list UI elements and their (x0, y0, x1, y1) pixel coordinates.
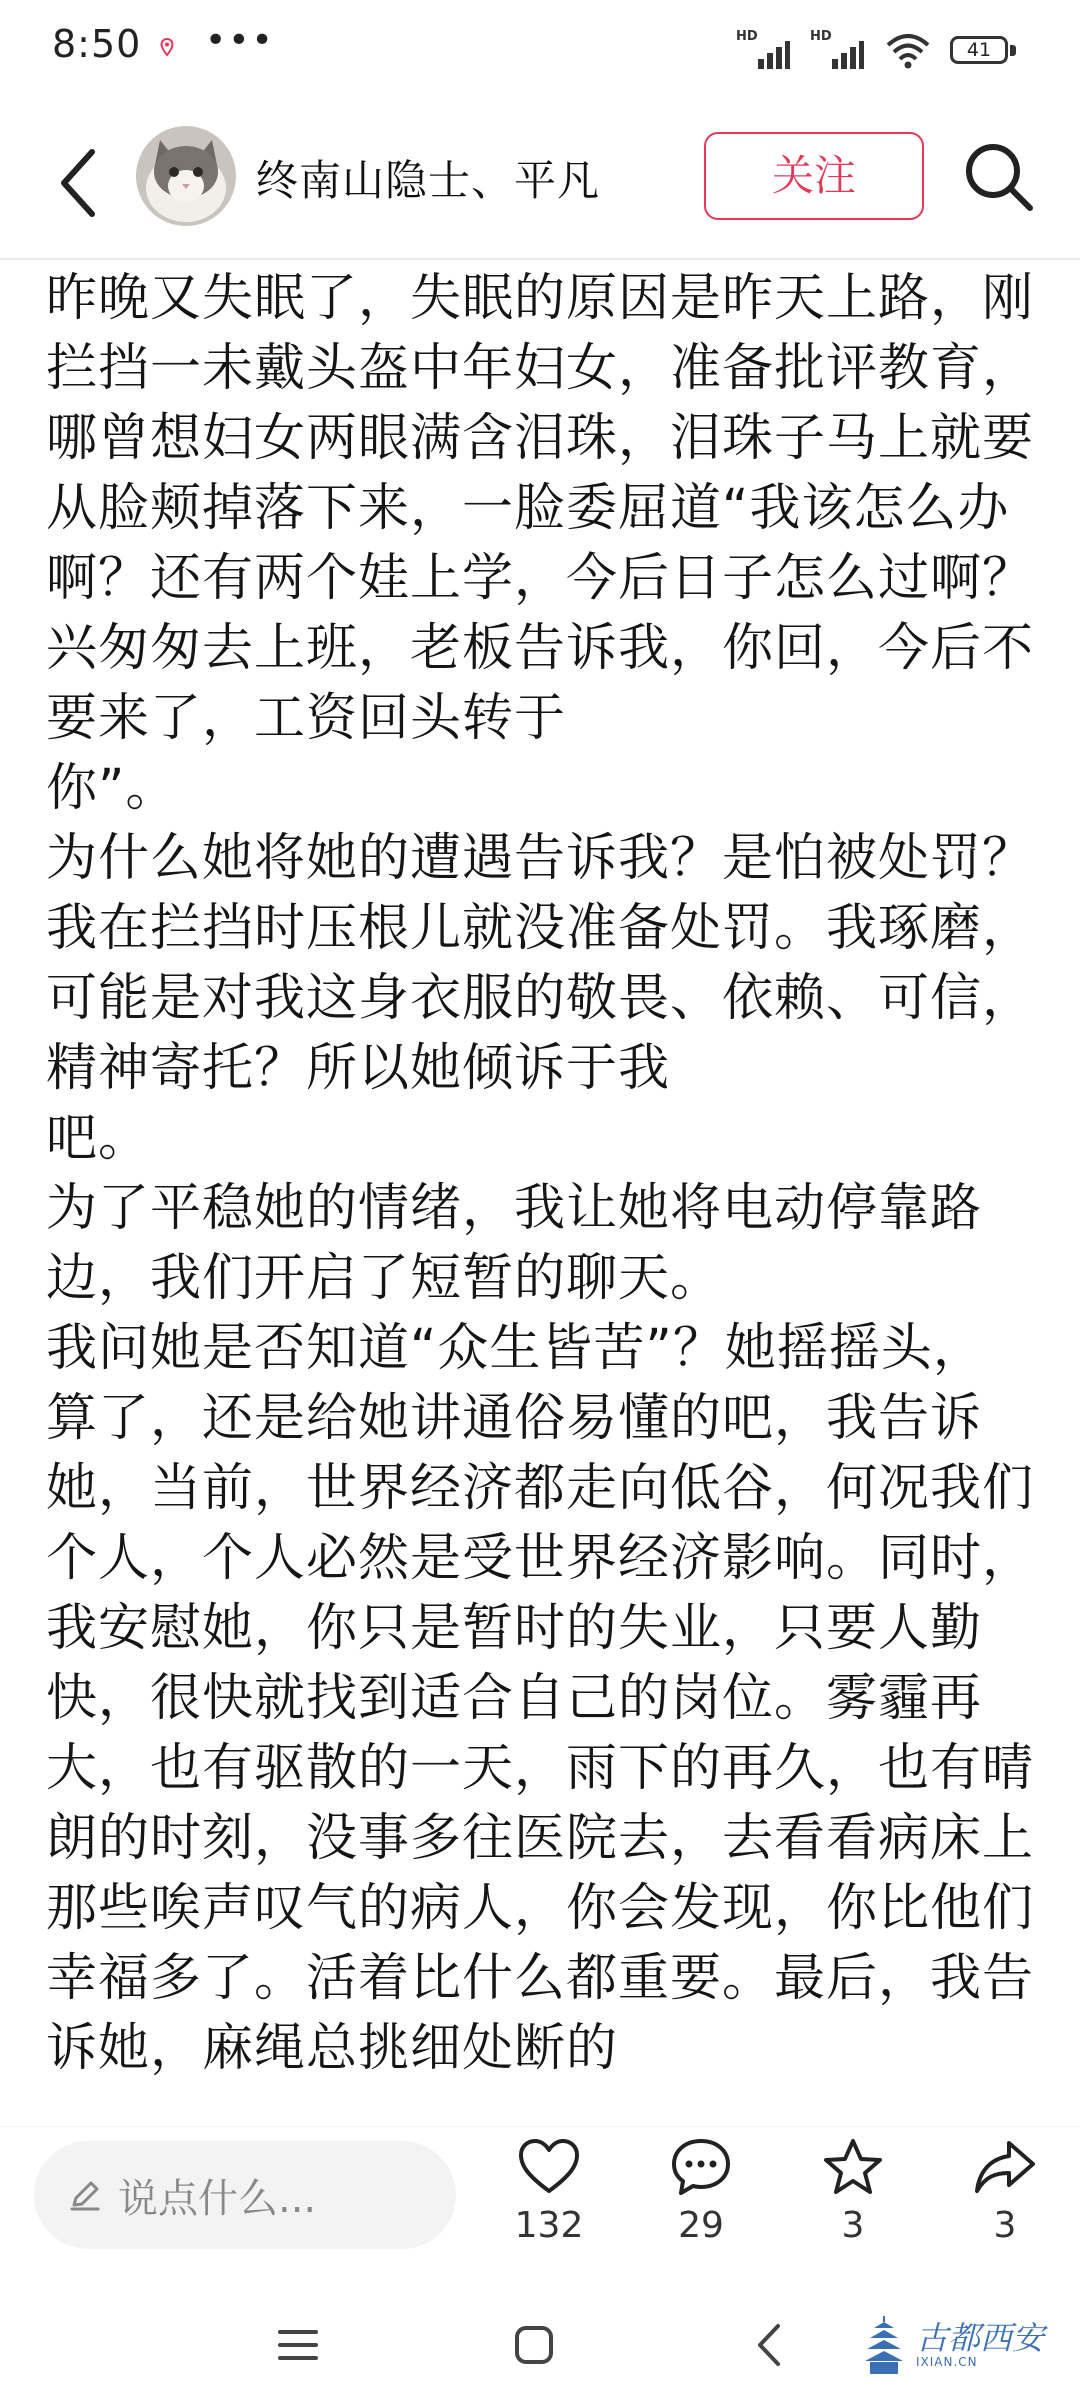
article-paragraph: 为什么她将她的遭遇告诉我？是怕被处罚？我在拦挡时压根儿就没准备处罚。我琢磨，可能是对我这身衣服的敬畏、依赖、可信，精神寄托？所以她倾诉于我 吧。 (46, 829, 1035, 1168)
search-icon[interactable] (960, 138, 1038, 216)
header-divider (0, 258, 1080, 260)
comment-placeholder: 说点什么... (118, 2175, 317, 2222)
home-icon[interactable] (494, 2310, 574, 2380)
battery-level: 41 (950, 36, 1008, 64)
like-button[interactable] (494, 2137, 604, 2246)
more-notifications-icon: ••• (205, 20, 275, 61)
author-name[interactable]: 终南山隐士、平凡 (256, 156, 601, 205)
nav-back-icon[interactable] (730, 2310, 810, 2380)
comment-button[interactable] (646, 2137, 756, 2246)
system-nav-bar (0, 2290, 1080, 2400)
battery-icon (950, 34, 1020, 68)
location-icon (160, 38, 174, 56)
comment-count: 29 (678, 2205, 724, 2246)
bottom-action-bar (0, 2126, 1080, 2291)
signal-icon (736, 29, 792, 73)
comment-input[interactable] (34, 2141, 456, 2249)
status-icons (736, 26, 1020, 76)
watermark-url: IXIAN.CN (916, 2355, 978, 2369)
avatar[interactable] (136, 126, 236, 226)
heart-icon (517, 2137, 581, 2197)
cat-avatar-icon (136, 126, 236, 226)
article-paragraph: 我问她是否知道“众生皆苦”？她摇摇头，算了，还是给她讲通俗易懂的吧，我告诉她，当前，世界经济都走向低谷，何况我们个人，个人必然是受世界经济影响。同时，我安慰她，你只是暂时的失业，只要人勤快，很快就找到适合自己的岗位。雾霾再大，也有驱散的一天，雨下的再久，也有晴朗的时刻，没事多往医院去，去看看病床上那些唉声叹气的病人，你会发现，你比他们幸福多了。活着比什么都重要。最后，我告诉她，麻绳总挑细处断的 (46, 1319, 1035, 2078)
wifi-icon (884, 31, 932, 71)
pencil-icon (68, 2178, 102, 2212)
hd-label: HD (736, 29, 758, 44)
favorite-button[interactable] (798, 2137, 908, 2246)
share-arrow-icon (973, 2137, 1037, 2197)
watermark (862, 2310, 1044, 2380)
article-body (46, 264, 1036, 2126)
status-time: 8:50 (52, 22, 142, 66)
star-icon (821, 2137, 885, 2197)
menu-icon[interactable] (258, 2310, 338, 2380)
favorite-count: 3 (841, 2205, 865, 2246)
share-count: 3 (993, 2205, 1017, 2246)
watermark-text: 古都西安 (916, 2319, 1045, 2357)
hd-label: HD (810, 29, 832, 44)
signal-icon (810, 29, 866, 73)
share-button[interactable] (950, 2137, 1060, 2246)
follow-button[interactable]: 关注 (704, 132, 924, 220)
like-count: 132 (514, 2205, 584, 2246)
pagoda-logo-icon (862, 2314, 906, 2376)
comment-bubble-icon (669, 2137, 733, 2197)
article-paragraph: 为了平稳她的情绪，我让她将电动停靠路边，我们开启了短暂的聊天。 (46, 1179, 983, 1308)
status-bar (0, 0, 1080, 100)
back-arrow-icon[interactable] (48, 140, 108, 226)
article-paragraph: 昨晚又失眠了，失眠的原因是昨天上路，刚拦挡一未戴头盔中年妇女，准备批评教育，哪曾想妇女两眼满含泪珠，泪珠子马上就要从脸颊掉落下来，一脸委屈道“我该怎么办啊？还有两个娃上学，今后日子怎么过啊？兴匆匆去上班，老板告诉我，你回，今后不要来了，工资回头转于 你”。 (46, 269, 1035, 818)
